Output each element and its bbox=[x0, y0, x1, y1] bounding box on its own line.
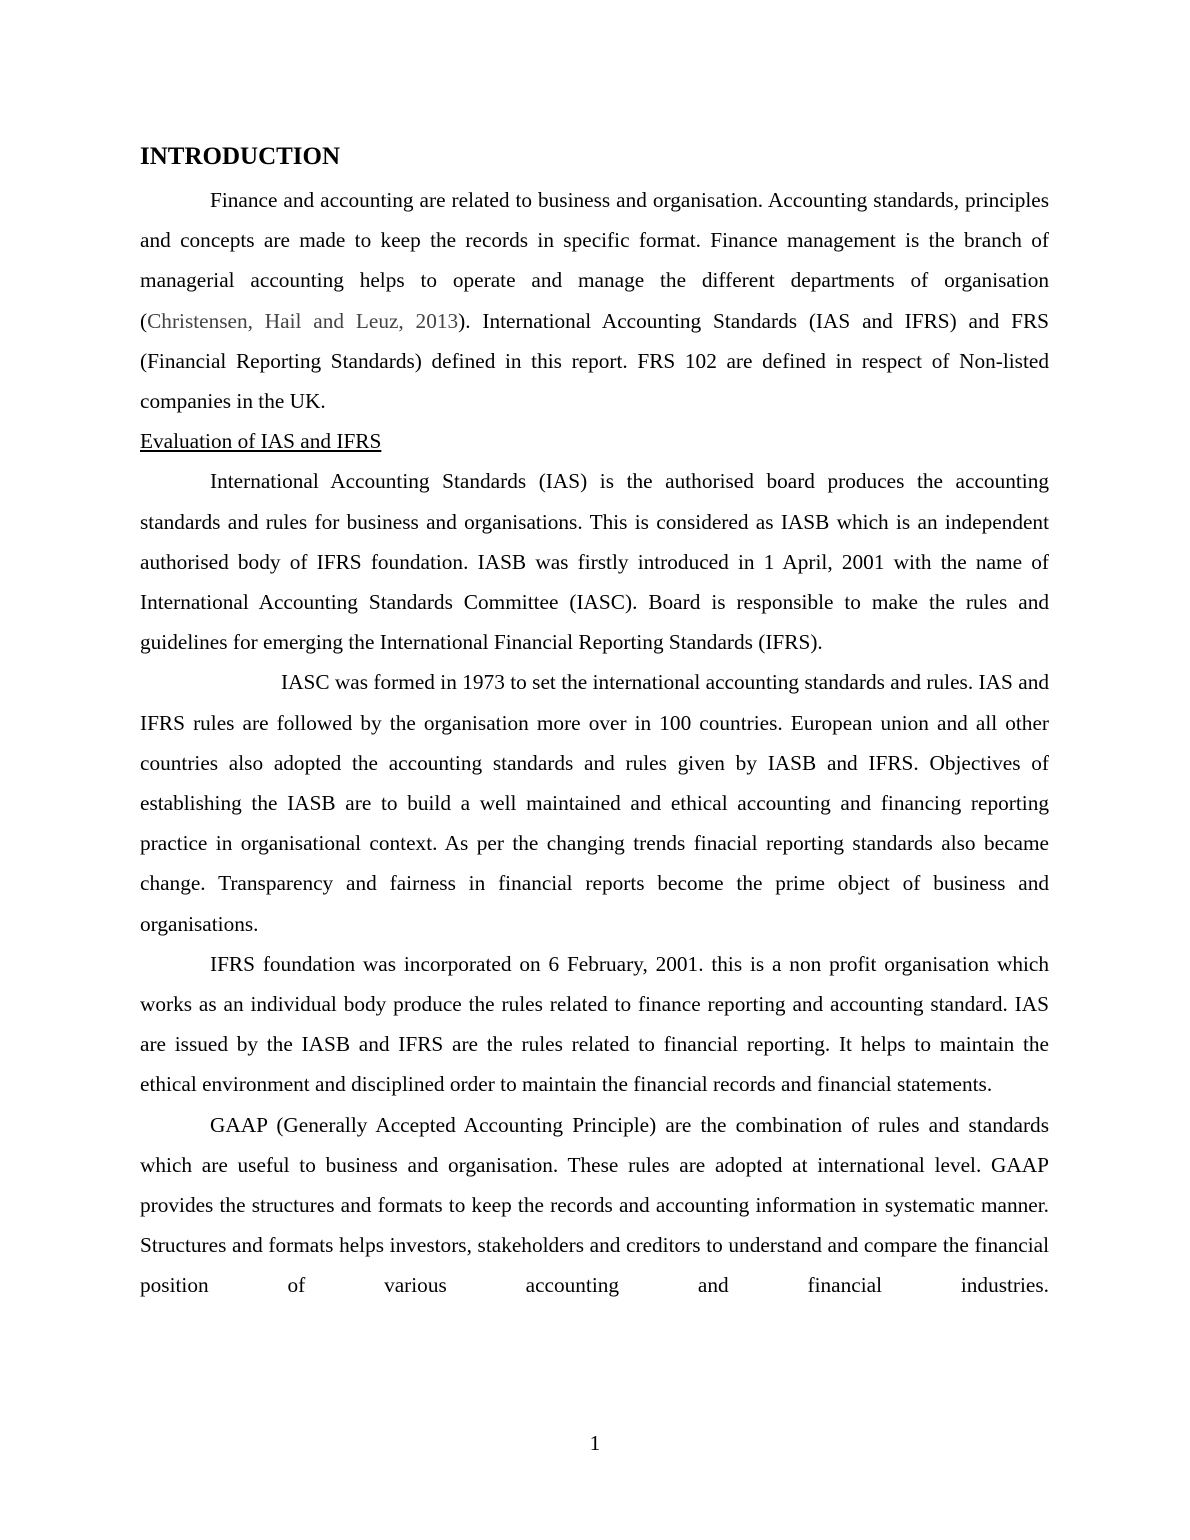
page-number: 1 bbox=[589, 1431, 601, 1455]
paragraph-ias-board: International Accounting Standards (IAS) is the authorised board produces the accounting standards and rules for business and organisations. This is considered as IASB which is an independent authorised body of IFRS foundation. IASB was firstly introduced in 1 April, 2001 with the name of International Accounting Standards Committee (IASC). Board is responsible to make the rules and guidelines for emerging the International Financial Reporting Standards (IFRS). bbox=[140, 469, 1049, 655]
intro-text-start: Finance and accounting are related to business and organisation. Accounting standards, principles and concepts are made to keep the records in specific format. Finance management is the branch of managerial accounting helps to operate and manage the different departments of organisation ( bbox=[140, 188, 1049, 333]
paragraph-ifrs-foundation: IFRS foundation was incorporated on 6 February, 2001. this is a non profit organisation which works as an individual body produce the rules related to finance reporting and accounting standard. IAS are issued by the IASB and IFRS are the rules related to financial reporting. It helps to maintain the ethical environment and disciplined order to maintain the financial records and financial statements. bbox=[140, 951, 1049, 1097]
paragraph-gaap: GAAP (Generally Accepted Accounting Principle) are the combination of rules and standards which are useful to business and organisation. These rules are adopted at international level. GAAP provides the structures and formats to keep the records and accounting information in systematic manner. Structures and formats helps investors, stakeholders and creditors to understand and compare the financial position of various accounting and financial industries. bbox=[140, 1112, 1049, 1298]
intro-text-end: ). International Accounting Standards (IAS and IFRS) and FRS (Financial Reporting Standards) defined in this report. FRS 102 are defined in respect of Non-listed companies in the UK. bbox=[140, 308, 1049, 414]
paragraph-iasc-history: IASC was formed in 1973 to set the international accounting standards and rules. IAS and IFRS rules are followed by the organisation more over in 100 countries. European union and all other countries also adopted the accounting standards and rules given by IASB and IFRS. Objectives of establishing the IASB are to build a well maintained and ethical accounting and financing reporting practice in organisational context. As per the changing trends finacial reporting standards also became change. Transparency and fairness in financial reports become the prime object of business and organisations. bbox=[140, 670, 1049, 936]
citation: Christensen, Hail and Leuz, 2013 bbox=[147, 308, 459, 333]
subsection-heading: Evaluation of IAS and IFRS bbox=[140, 429, 382, 454]
intro-paragraph bbox=[140, 180, 1049, 421]
document-body bbox=[140, 140, 1049, 1306]
section-heading: INTRODUCTION bbox=[140, 143, 341, 170]
